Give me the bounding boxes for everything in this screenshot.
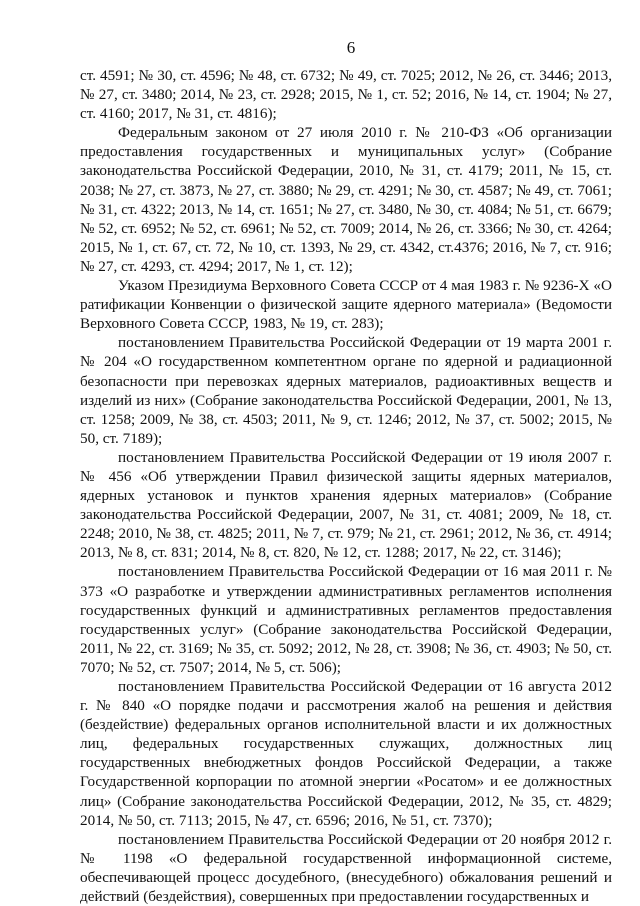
paragraph-resolution-456: постановлением Правительства Российской Федерации от 19 июля 2007 г. № 456 «Об утверждении Правил физической защиты ядерных материалов, ядерных установок и пунктов хранения ядерных материалов» (Собрание законодательства Российской Федерации, 2007, № 31, ст. 4081; 2009, № 18, ст. 2248; 2010, № 38, ст. 4825; 2011, № 7, ст. 979; № 21, ст. 2961; 2012, № 36, ст. 4914; 2013, № 8, ст. 831; 2014, № 8, ст. 820, № 12, ст. 1288; 2017, № 22, ст. 3146); xyxy=(80,448,612,562)
paragraph-resolution-373: постановлением Правительства Российской Федерации от 16 мая 2011 г. № 373 «О разработке и утверждении административных регламентов исполнения государственных функций и административных регламентов предоставления государственных услуг» (Собрание законодательства Российской Федерации, 2011, № 22, ст. 3169; № 35, ст. 5092; 2012, № 28, ст. 3908; № 36, ст. 4903; № 50, ст. 7070; № 52, ст. 7507; 2014, № 5, ст. 506); xyxy=(80,563,612,676)
document-page xyxy=(80,0,612,906)
paragraph-federal-law-210: Федеральным законом от 27 июля 2010 г. № 210-ФЗ «Об организации предоставления государственных и муниципальных услуг» (Собрание законодательства Российской Федерации, 2010, № 31, ст. 4179; 2011, № 15, ст. 2038; № 27, ст. 3873, № 27, ст. 3880; № 29, ст. 4291; № 30, ст. 4587; № 49, ст. 7061; № 31, ст. 4322; 2013, № 14, ст. 1651; № 27, ст. 3480, № 30, ст. 4084; № 51, ст. 6679; № 52, ст. 6952; № 52, ст. 6961; № 52, ст. 7009; 2014, № 26, ст. 3366; № 30, ст. 4264; 2015, № 1, ст. 67, ст. 72, № 10, ст. 1393, № 29, ст. 4342, ст.4376; 2016, № 7, ст. 916; № 27, ст. 4293, ст. 4294; 2017, № 1, ст. 12); xyxy=(80,124,612,275)
paragraph-ussr-decree-9236: Указом Президиума Верховного Совета СССР от 4 мая 1983 г. № 9236-X «О ратификации Конвенции о физической защите ядерного материала» (Ведомости Верховного Совета СССР, 1983, № 19, ст. 283); xyxy=(80,277,612,333)
paragraph-resolution-204: постановлением Правительства Российской Федерации от 19 марта 2001 г. № 204 «О государственном компетентном органе по ядерной и радиационной безопасности при перевозках ядерных материалов, радиоактивных веществ и изделий из них» (Собрание законодательства Российской Федерации, 2001, № 13, ст. 1258; 2009, № 38, ст. 4503; 2011, № 9, ст. 1246; 2012, № 37, ст. 5002; 2015, № 50, ст. 7189); xyxy=(80,334,612,447)
paragraph-resolution-840: постановлением Правительства Российской Федерации от 16 августа 2012 г. № 840 «О порядке подачи и рассмотрения жалоб на решения и действия (бездействие) федеральных органов исполнительной власти и их должностных лиц, федеральных государственных служащих, должностных лиц государственных внебюджетных фондов Российской Федерации, а также Государственной корпорации по атомной энергии «Росатом» и ее должностных лиц» (Собрание законодательства Российской Федерации, 2012, № 35, ст. 4829; 2014, № 50, ст. 7113; 2015, № 47, ст. 6596; 2016, № 51, ст. 7370); xyxy=(80,678,612,829)
page-number: 6 xyxy=(346,38,356,57)
paragraph-continuation: ст. 4591; № 30, ст. 4596; № 48, ст. 6732; № 49, ст. 7025; 2012, № 26, ст. 3446; 2013, № 27, ст. 3480; 2014, № 23, ст. 2928; 2015, № 1, ст. 52; 2016, № 14, ст. 1904; № 27, ст. 4160; 2017, № 31, ст. 4816); xyxy=(80,67,612,123)
paragraph-resolution-1198: постановлением Правительства Российской Федерации от 20 ноября 2012 г. № 1198 «О федеральной государственной информационной системе, обеспечивающей процесс досудебного, (внесудебного) обжалования решений и действий (бездействия), совершенных при предоставлении государственных и xyxy=(80,830,612,906)
